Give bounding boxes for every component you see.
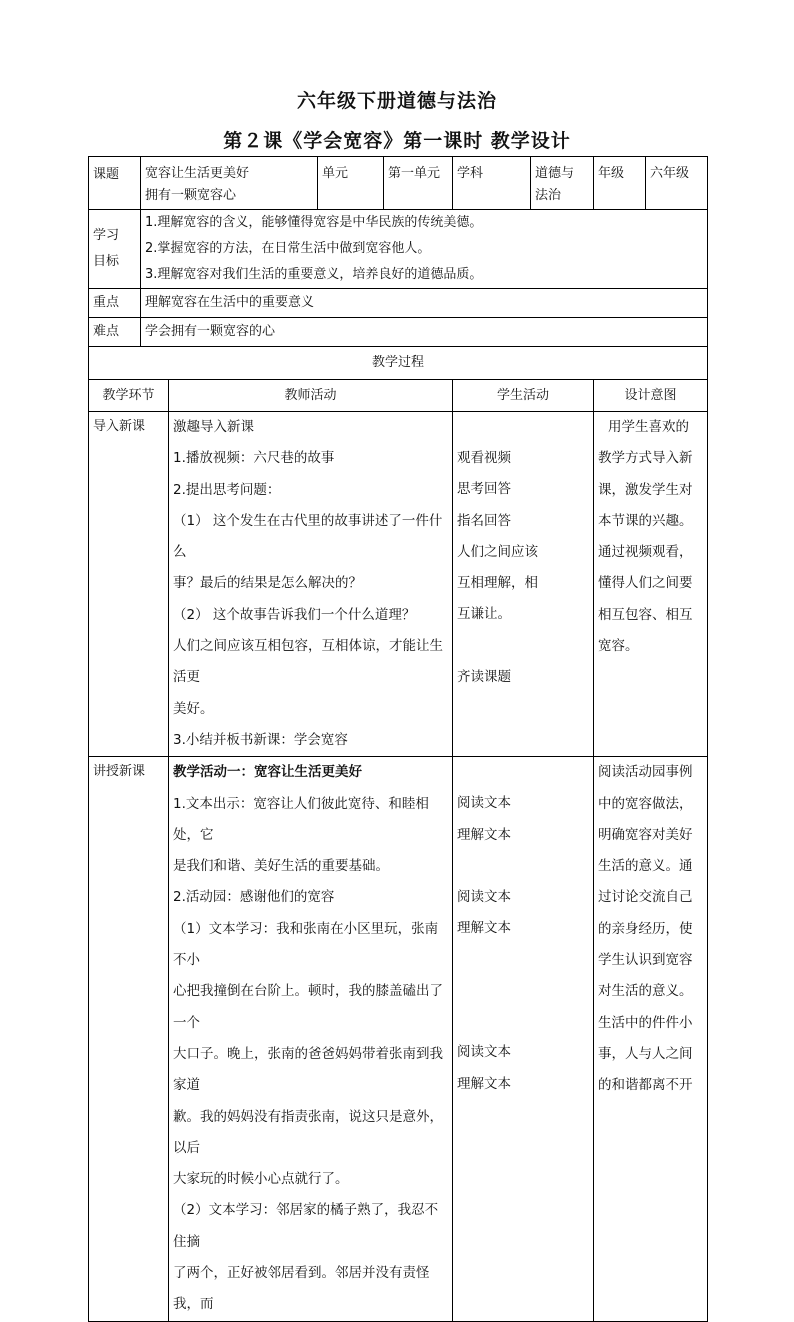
teacher-line: 心把我撞倒在台阶上。顿时，我的膝盖磕出了一个 (173, 983, 443, 1031)
teacher-line: 歉。我的妈妈没有指责张南，说这只是意外，以后 (173, 1108, 443, 1156)
student-line: 指名回答 (457, 512, 512, 529)
teacher-line: 事？最后的结果是怎么解决的？ (173, 575, 362, 592)
student-line: 理解文本 (457, 920, 512, 937)
lesson-value-line: 拥有一颗宽容心 (145, 188, 237, 203)
intent-line: 的和谐都离不开 (598, 1077, 693, 1094)
intent-line: 相互包容、相互 (598, 606, 693, 623)
lesson-value-line: 宽容让生活更美好 (145, 166, 250, 181)
goals-label (89, 210, 141, 289)
goal-item: 1.理解宽容的含义，能够懂得宽容是中华民族的传统美德。 (145, 215, 483, 230)
intent-line: 生活的意义。通 (598, 858, 693, 875)
student-line: 阅读文本 (457, 1044, 512, 1061)
intent-line: 对生活的意义。 (598, 983, 693, 1000)
intent-line: 懂得人们之间要 (598, 575, 693, 592)
intent-line: 教学方式导入新 (598, 450, 693, 467)
teacher-line: 是我们和谐、美好生活的重要基础。 (173, 858, 389, 875)
header-stage: 教学环节 (89, 380, 169, 412)
header-teacher: 教师活动 (169, 380, 453, 412)
unit-label: 单元 (318, 157, 384, 210)
lesson-plan-table (88, 156, 708, 1322)
teacher-line: 大家玩的时候小心点就行了。 (173, 1171, 349, 1188)
goal-item: 2.掌握宽容的方法，在日常生活中做到宽容他人。 (145, 241, 431, 256)
intent-line: 事，人与人之间 (598, 1045, 693, 1062)
teacher-line: 激趣导入新课 (173, 419, 254, 435)
student-line: 阅读文本 (457, 795, 512, 812)
intent-line: 明确宽容对美好 (598, 826, 693, 843)
teacher-line: 3.小结并板书新课：学会宽容 (173, 731, 348, 748)
teacher-line: （2） 这个故事告诉我们一个什么道理？ (173, 606, 416, 623)
key-point-label: 重点 (89, 289, 141, 318)
intent-line: 阅读活动园事例 (598, 764, 693, 781)
teach-teacher (169, 757, 453, 1321)
grade-label: 年级 (594, 157, 646, 210)
intro-intent (594, 412, 708, 757)
document-subtitle: 第２课《学会宽容》第一课时 教学设计 (223, 130, 571, 152)
activity-heading: 教学活动一：宽容让生活更美好 (173, 764, 362, 781)
student-line: 互谦让。 (457, 606, 512, 623)
grade-value: 六年级 (646, 157, 708, 210)
student-line: 观看视频 (457, 450, 512, 466)
difficulty-label: 难点 (89, 318, 141, 347)
student-line: 理解文本 (457, 826, 512, 843)
teacher-line: 1.文本出示：宽容让人们彼此宽待、和睦相处，它 (173, 795, 429, 843)
teacher-line: 人们之间应该互相包容，互相体谅，才能让生活更 (173, 638, 443, 686)
teacher-line: 了两个，正好被邻居看到。邻居并没有责怪我，而 (173, 1265, 430, 1313)
teacher-line: 2.活动园：感谢他们的宽容 (173, 889, 335, 906)
intro-student (453, 412, 594, 757)
lesson-label: 课题 (89, 157, 141, 210)
intent-line: 通过视频观看， (598, 544, 693, 561)
subject-value-line: 道德与 (535, 166, 575, 181)
lesson-value (141, 157, 318, 210)
intro-teacher (169, 412, 453, 757)
intent-line: 学生认识到宽容 (598, 952, 693, 969)
process-title: 教学过程 (89, 347, 708, 380)
student-line: 齐读课题 (457, 668, 512, 685)
teacher-line: 1.播放视频：六尺巷的故事 (173, 450, 335, 467)
teacher-line: （1）文本学习：我和张南在小区里玩，张南不小 (173, 920, 439, 969)
teach-stage: 讲授新课 (89, 757, 169, 1321)
teach-student (453, 757, 594, 1321)
student-line: 人们之间应该 (457, 543, 539, 560)
teacher-line: 2.提出思考问题： (173, 481, 281, 498)
subject-value (531, 157, 594, 210)
intent-line: 中的宽容做法， (598, 795, 693, 812)
student-line: 互相理解，相 (457, 575, 539, 592)
teacher-line: 大口子。晚上，张南的爸爸妈妈带着张南到我家道 (173, 1045, 443, 1094)
unit-value: 第一单元 (384, 157, 453, 210)
teacher-line: （1） 这个发生在古代里的故事讲述了一件什么 (173, 512, 443, 561)
intent-line: 宽容。 (598, 638, 639, 655)
intent-line: 的亲身经历，使 (598, 920, 693, 937)
student-line: 理解文本 (457, 1075, 512, 1092)
intent-line: 用学生喜欢的 (608, 419, 690, 435)
document-title: 六年级下册道德与法治 (296, 90, 497, 112)
header-intent: 设计意图 (594, 380, 708, 412)
key-point-value: 理解宽容在生活中的重要意义 (141, 289, 708, 318)
student-line: 思考回答 (457, 481, 512, 498)
intent-line: 本节课的兴趣。 (598, 512, 693, 529)
goal-item: 3.理解宽容对我们生活的重要意义，培养良好的道德品质。 (145, 267, 483, 282)
header-student: 学生活动 (453, 380, 594, 412)
difficulty-value: 学会拥有一颗宽容的心 (141, 318, 708, 347)
intro-stage: 导入新课 (89, 412, 169, 757)
teach-intent (594, 757, 708, 1321)
intent-line: 过讨论交流自己 (598, 889, 693, 906)
goals-label-line: 学习 (93, 228, 120, 243)
teacher-line: （2）文本学习：邻居家的橘子熟了，我忍不住摘 (173, 1202, 439, 1250)
subject-value-line: 法治 (535, 188, 562, 203)
student-line: 阅读文本 (457, 888, 512, 905)
goals-label-line: 目标 (93, 254, 120, 269)
teacher-line: 美好。 (173, 700, 214, 717)
subject-label: 学科 (453, 157, 531, 210)
intent-line: 课，激发学生对 (598, 481, 693, 498)
goals-list (141, 210, 708, 289)
intent-line: 生活中的件件小 (598, 1014, 693, 1031)
